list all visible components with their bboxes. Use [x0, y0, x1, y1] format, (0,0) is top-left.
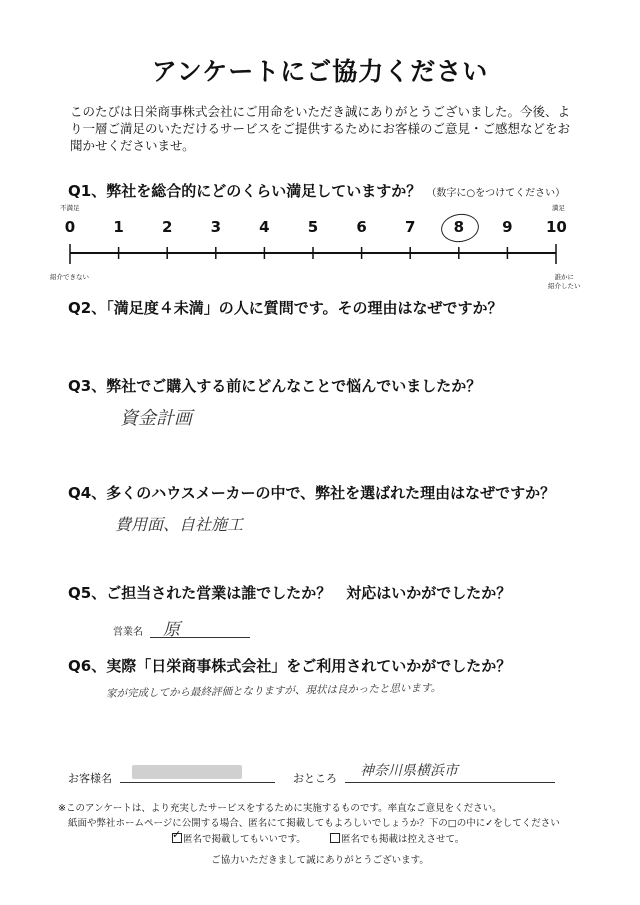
scale-number-2[interactable]: 2 — [161, 218, 173, 236]
option-anonymous-decline: 匿名でも掲載は控えさせて。 — [330, 831, 464, 845]
footer-note-2: 紙面や弊社ホームページに公開する場合、匿名にて掲載してもよろしいでしょうか？下の□の中に✓をしてください — [68, 818, 560, 829]
scale-number-3[interactable]: 3 — [210, 218, 222, 236]
survey-title: アンケートにご協力ください — [151, 57, 489, 86]
scale-label-satisfied: 満足 — [552, 204, 565, 212]
address-label: おところ — [293, 772, 337, 785]
question-1-hint: （数字に○をつけてください） — [426, 188, 566, 199]
question-4-text: Q4、多くのハウスメーカーの中で、弊社を選ばれた理由はなぜですか？ — [68, 484, 556, 502]
customer-name-redacted — [132, 765, 242, 779]
intro-text: このたびは日栄商事株式会社にご用命をいただき誠にありがとうございました。今後、より一層ご満足のいただけるサービスをご提供するためにお客様のご意見・ご感想などをお聞かせくださいませ。 — [70, 104, 571, 153]
question-6-text: Q6、実際「日栄商事株式会社」をご利用されていかがでしたか？ — [68, 657, 512, 675]
option-anonymous-ok-checkbox[interactable] — [172, 833, 182, 843]
thanks-text: ご協力いただきまして誠にありがとうございます。 — [211, 855, 429, 866]
question-3-answer: 資金計画 — [120, 408, 192, 429]
scale-number-6[interactable]: 6 — [356, 218, 367, 236]
customer-name-label: お客様名 — [68, 772, 112, 785]
scale-label-cannot-recommend: 紹介できない — [50, 273, 89, 281]
scale-number-10[interactable]: 10 — [546, 218, 567, 236]
sales-name-value: 原 — [163, 620, 180, 640]
scale-number-7[interactable]: 7 — [404, 218, 416, 236]
question-6-answer: 家が完成してから最終評価となりますが、現状は良かったと思います。 — [105, 682, 442, 700]
scale-number-4[interactable]: 4 — [259, 218, 270, 236]
scale-number-9[interactable]: 9 — [502, 218, 513, 236]
question-4-answer: 費用面、自社施工 — [115, 515, 244, 534]
question-2-text: Q2、「満足度４未満」の人に質問です。その理由はなぜですか？ — [68, 299, 503, 317]
address-value: 神奈川県横浜市 — [360, 763, 458, 779]
question-5-text: Q5、ご担当された営業は誰でしたか？ 対応はいかがでしたか？ — [68, 584, 512, 602]
option-anonymous-decline-checkbox[interactable] — [330, 833, 340, 843]
customer-name-line — [120, 782, 275, 783]
scale-number-0[interactable]: 0 — [64, 218, 76, 236]
scale-number-1[interactable]: 1 — [113, 218, 124, 236]
scale-label-unsatisfied: 不満足 — [60, 204, 80, 212]
scale-number-8[interactable]: 8 — [453, 218, 465, 236]
satisfaction-scale — [0, 0, 640, 300]
sales-name-line — [150, 637, 250, 638]
question-1-text: Q1、弊社を総合的にどのくらい満足していますか？ — [68, 182, 422, 200]
scale-number-5[interactable]: 5 — [307, 218, 319, 236]
sales-name-label: 営業名 — [113, 627, 143, 638]
question-3-text: Q3、弊社でご購入する前にどんなことで悩んでいましたか？ — [68, 377, 482, 395]
option-anonymous-ok: ✓匿名で掲載してもいいです。 — [172, 831, 306, 845]
footer-note-1: ※このアンケートは、より充実したサービスをするために実施するものです。率直なご意見をください。 — [58, 803, 502, 814]
address-line — [345, 782, 555, 783]
scale-label-would-recommend: 誰かに 紹介したい — [548, 273, 581, 290]
